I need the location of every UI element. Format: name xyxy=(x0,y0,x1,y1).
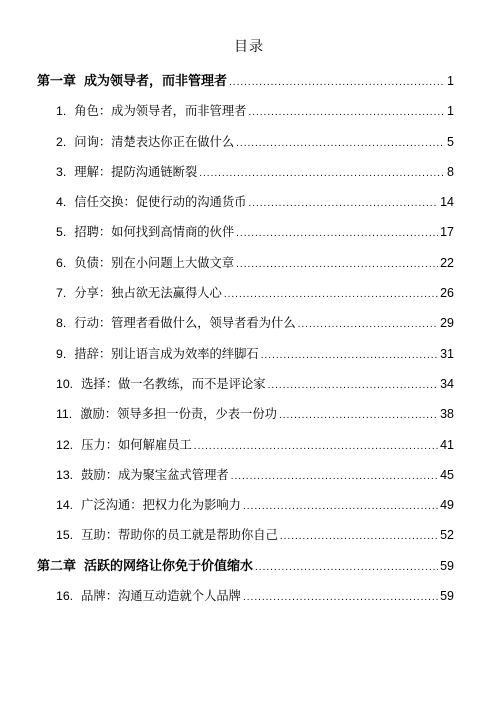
toc-entry-title: 信任交换：促使行动的沟通货币 xyxy=(74,195,247,210)
toc-dot-leader xyxy=(298,310,438,340)
toc-entry-title: 品牌：沟通互动造就个人品牌 xyxy=(81,589,241,604)
toc-entry-number: 3. xyxy=(56,164,67,179)
toc-chapter-entry[interactable] xyxy=(0,66,498,96)
toc-entry-title: 活跃的网络让你免于价值缩水 xyxy=(84,558,254,574)
page-title: 目录 xyxy=(234,39,264,55)
toc-entry-number: 13. xyxy=(56,467,74,482)
toc-entry-number: 8. xyxy=(56,316,67,331)
toc-dot-leader xyxy=(224,280,438,310)
toc-section-entry[interactable] xyxy=(0,581,498,611)
toc-page-number: 5 xyxy=(447,134,454,149)
toc-entry-title: 激励：领导多担一份责，少表一份功 xyxy=(80,407,277,422)
toc-entry-number: 5. xyxy=(56,225,67,240)
toc-section-entry[interactable] xyxy=(0,96,498,126)
toc-section-entry[interactable] xyxy=(0,157,498,187)
toc-page-number: 52 xyxy=(440,528,454,543)
toc-entry-number: 6. xyxy=(56,255,67,270)
toc-page-number: 8 xyxy=(447,164,454,179)
toc-entry-title: 措辞：别让语言成为效率的绊脚石 xyxy=(74,346,259,361)
toc-dot-leader xyxy=(255,553,438,583)
toc-page-number: 1 xyxy=(447,74,454,88)
toc-entry-title: 角色：成为领导者，而非管理者 xyxy=(74,104,247,119)
toc-entry-title: 负债：别在小问题上大做文章 xyxy=(74,255,235,270)
toc-entry-title: 选择：做一名教练，而不是评论家 xyxy=(81,376,266,391)
toc-page-number: 31 xyxy=(440,346,454,361)
toc-section-entry[interactable] xyxy=(0,490,498,520)
toc-dot-leader xyxy=(231,462,438,492)
toc-page-number: 14 xyxy=(440,195,454,210)
toc-dot-leader xyxy=(248,98,445,128)
toc-entry-title: 成为领导者，而非管理者 xyxy=(84,74,228,89)
toc-section-entry[interactable] xyxy=(0,460,498,490)
toc-entry-number: 4. xyxy=(56,195,67,210)
toc-dot-leader xyxy=(268,371,439,401)
toc-section-entry[interactable] xyxy=(0,520,498,550)
toc-dot-leader xyxy=(261,341,438,371)
toc-page-number: 41 xyxy=(440,437,454,452)
toc-section-entry[interactable] xyxy=(0,187,498,217)
toc-entry-number: 16. xyxy=(56,589,74,604)
toc-entry-number: 10. xyxy=(56,376,74,391)
toc-dot-leader xyxy=(236,129,445,159)
toc-section-entry[interactable] xyxy=(0,399,498,429)
toc-dot-leader xyxy=(199,159,445,189)
toc-dot-leader xyxy=(279,401,438,431)
toc-entry-number: 15. xyxy=(56,528,74,543)
toc-entry-number: 14. xyxy=(56,498,74,513)
toc-entry-title: 分享：独占欲无法赢得人心 xyxy=(74,286,222,301)
toc-entry-title: 行动：管理者看做什么，领导者看为什么 xyxy=(74,316,296,331)
toc-entry-title: 招聘：如何找到高情商的伙伴 xyxy=(74,225,235,240)
toc-entry-number: 2. xyxy=(56,134,67,149)
toc-section-entry[interactable] xyxy=(0,217,498,247)
toc-dot-leader xyxy=(236,250,438,280)
toc-entry-number: 7. xyxy=(56,286,67,301)
toc-dot-leader xyxy=(229,68,445,98)
toc-dot-leader xyxy=(248,189,438,219)
toc-page-number: 59 xyxy=(440,558,454,573)
toc-page-number: 38 xyxy=(440,407,454,422)
toc-dot-leader xyxy=(236,219,438,249)
table-of-contents xyxy=(0,66,498,611)
toc-entry-title: 理解：提防沟通链断裂 xyxy=(74,164,198,179)
toc-entry-number: 11. xyxy=(56,407,73,422)
toc-entry-number: 第二章 xyxy=(37,557,77,573)
toc-page-number: 29 xyxy=(440,316,454,331)
toc-section-entry[interactable] xyxy=(0,248,498,278)
toc-section-entry[interactable] xyxy=(0,339,498,369)
toc-dot-leader xyxy=(194,432,438,462)
toc-section-entry[interactable] xyxy=(0,127,498,157)
toc-dot-leader xyxy=(243,583,438,613)
toc-page-number: 1 xyxy=(447,104,454,119)
toc-page-number: 26 xyxy=(440,286,454,301)
toc-section-entry[interactable] xyxy=(0,278,498,308)
toc-entry-number: 9. xyxy=(56,346,67,361)
toc-section-entry[interactable] xyxy=(0,308,498,338)
toc-entry-number: 1. xyxy=(56,104,67,119)
toc-page-number: 22 xyxy=(440,255,454,270)
toc-page-number: 17 xyxy=(440,225,454,240)
toc-entry-number: 第一章 xyxy=(37,73,77,88)
toc-page-number: 45 xyxy=(440,467,454,482)
toc-dot-leader xyxy=(243,492,438,522)
toc-section-entry[interactable] xyxy=(0,430,498,460)
toc-section-entry[interactable] xyxy=(0,369,498,399)
toc-entry-title: 鼓励：成为聚宝盆式管理者 xyxy=(81,467,229,482)
toc-dot-leader xyxy=(280,522,438,552)
toc-page-number: 49 xyxy=(440,498,454,513)
toc-page-number: 59 xyxy=(440,589,454,604)
toc-entry-number: 12. xyxy=(56,437,74,452)
toc-chapter-entry[interactable] xyxy=(0,551,498,581)
toc-entry-title: 互助：帮助你的员工就是帮助你自己 xyxy=(81,528,278,543)
toc-entry-title: 问询：清楚表达你正在做什么 xyxy=(74,134,235,149)
toc-page-number: 34 xyxy=(440,376,454,391)
toc-entry-title: 压力：如何解雇员工 xyxy=(81,437,192,452)
toc-entry-title: 广泛沟通：把权力化为影响力 xyxy=(81,498,241,513)
